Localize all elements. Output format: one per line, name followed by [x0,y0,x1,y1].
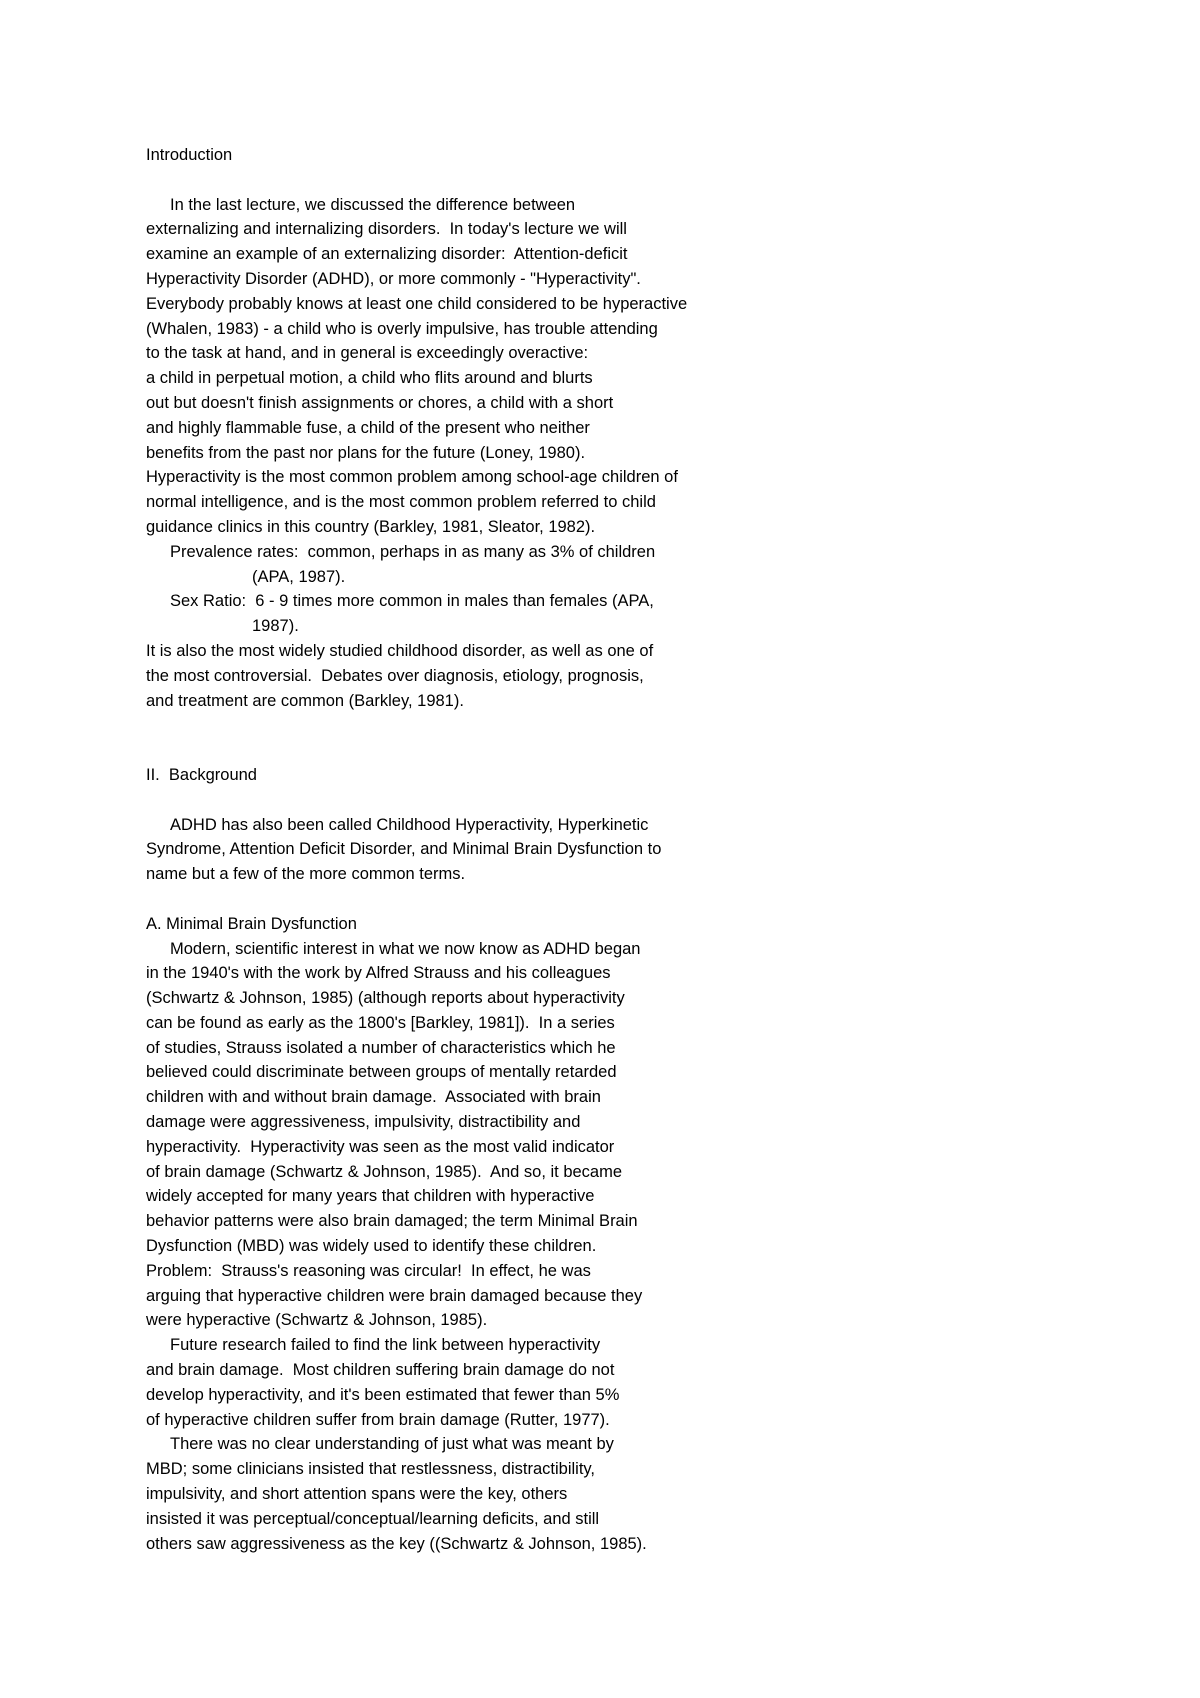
prevalence-block [146,540,1086,590]
spacer [146,168,1086,193]
text-line: to the task at hand, and in general is exceedingly overactive: [146,344,589,363]
text-line: It is also the most widely studied childhood disorder, as well as one of [146,641,654,660]
section-heading-background: II. Background [146,765,257,784]
text-line: arguing that hyperactive children were brain damaged because they [146,1286,643,1305]
prevalence-line: (APA, 1987). [252,567,346,586]
intro-closing-paragraph [146,639,1086,713]
text-line: hyperactivity. Hyperactivity was seen as the most valid indicator [146,1137,615,1156]
sex-ratio-block [146,589,1086,639]
text-line: There was no clear understanding of just what was meant by [170,1435,614,1454]
document-body [146,143,1086,1556]
text-line: behavior patterns were also brain damaged; the term Minimal Brain [146,1212,638,1231]
text-line: of studies, Strauss isolated a number of characteristics which he [146,1038,616,1057]
text-line: in the 1940's with the work by Alfred Strauss and his colleagues [146,964,611,983]
text-line: of brain damage (Schwartz & Johnson, 1985). And so, it became [146,1162,623,1181]
text-line: the most controversial. Debates over diagnosis, etiology, prognosis, [146,666,644,685]
text-line: damage were aggressiveness, impulsivity, distractibility and [146,1113,581,1132]
text-line: believed could discriminate between groups of mentally retarded [146,1063,617,1082]
text-line: Problem: Strauss's reasoning was circular! In effect, he was [146,1261,591,1280]
mbd-paragraph-3 [146,1432,1086,1556]
text-line: others saw aggressiveness as the key ((Schwartz & Johnson, 1985). [146,1534,647,1553]
text-line: ADHD has also been called Childhood Hyperactivity, Hyperkinetic [170,815,649,834]
text-line: Syndrome, Attention Deficit Disorder, and Minimal Brain Dysfunction to [146,840,662,859]
text-line: were hyperactive (Schwartz & Johnson, 1985). [146,1311,488,1330]
text-line: normal intelligence, and is the most common problem referred to child [146,493,656,512]
text-line: (Whalen, 1983) - a child who is overly impulsive, has trouble attending [146,319,658,338]
mbd-paragraph-2 [146,1333,1086,1432]
text-line: Future research failed to find the link between hyperactivity [170,1336,601,1355]
text-line: and highly flammable fuse, a child of the present who neither [146,418,590,437]
text-line: MBD; some clinicians insisted that restlessness, distractibility, [146,1460,596,1479]
text-line: of hyperactive children suffer from brain damage (Rutter, 1977). [146,1410,610,1429]
spacer [146,887,1086,912]
text-line: (Schwartz & Johnson, 1985) (although reports about hyperactivity [146,989,625,1008]
prevalence-line: Prevalence rates: common, perhaps in as many as 3% of children [170,542,656,561]
text-line: benefits from the past nor plans for the future (Loney, 1980). [146,443,586,462]
text-line: Everybody probably knows at least one child considered to be hyperactive [146,294,688,313]
text-line: widely accepted for many years that children with hyperactive [146,1187,595,1206]
subsection-heading-mbd: A. Minimal Brain Dysfunction [146,914,357,933]
text-line: examine an example of an externalizing disorder: Attention-deficit [146,245,628,264]
text-line: insisted it was perceptual/conceptual/learning deficits, and still [146,1509,600,1528]
background-paragraph [146,813,1086,887]
spacer [146,713,1086,763]
text-line: a child in perpetual motion, a child who flits around and blurts [146,369,593,388]
text-line: externalizing and internalizing disorders. In today's lecture we will [146,220,627,239]
text-line: Dysfunction (MBD) was widely used to identify these children. [146,1237,597,1256]
text-line: guidance clinics in this country (Barkley, 1981, Sleator, 1982). [146,517,596,536]
text-line: out but doesn't finish assignments or chores, a child with a short [146,393,614,412]
sex-ratio-line: 1987). [252,617,299,636]
mbd-paragraph-1 [146,937,1086,1334]
text-line: and brain damage. Most children suffering brain damage do not [146,1361,615,1380]
text-line: can be found as early as the 1800's [Barkley, 1981]). In a series [146,1013,615,1032]
text-line: Modern, scientific interest in what we now know as ADHD began [170,939,641,958]
text-line: Hyperactivity Disorder (ADHD), or more commonly - "Hyperactivity". [146,269,641,288]
text-line: name but a few of the more common terms. [146,865,466,884]
text-line: and treatment are common (Barkley, 1981). [146,691,464,710]
spacer [146,788,1086,813]
text-line: children with and without brain damage. Associated with brain [146,1088,601,1107]
text-line: Hyperactivity is the most common problem among school-age children of [146,468,678,487]
sex-ratio-line: Sex Ratio: 6 - 9 times more common in males than females (APA, [170,592,654,611]
text-line: develop hyperactivity, and it's been estimated that fewer than 5% [146,1385,620,1404]
intro-paragraph [146,193,1086,540]
section-heading-introduction: Introduction [146,146,233,164]
text-line: impulsivity, and short attention spans were the key, others [146,1485,568,1504]
text-line: In the last lecture, we discussed the difference between [170,195,576,214]
